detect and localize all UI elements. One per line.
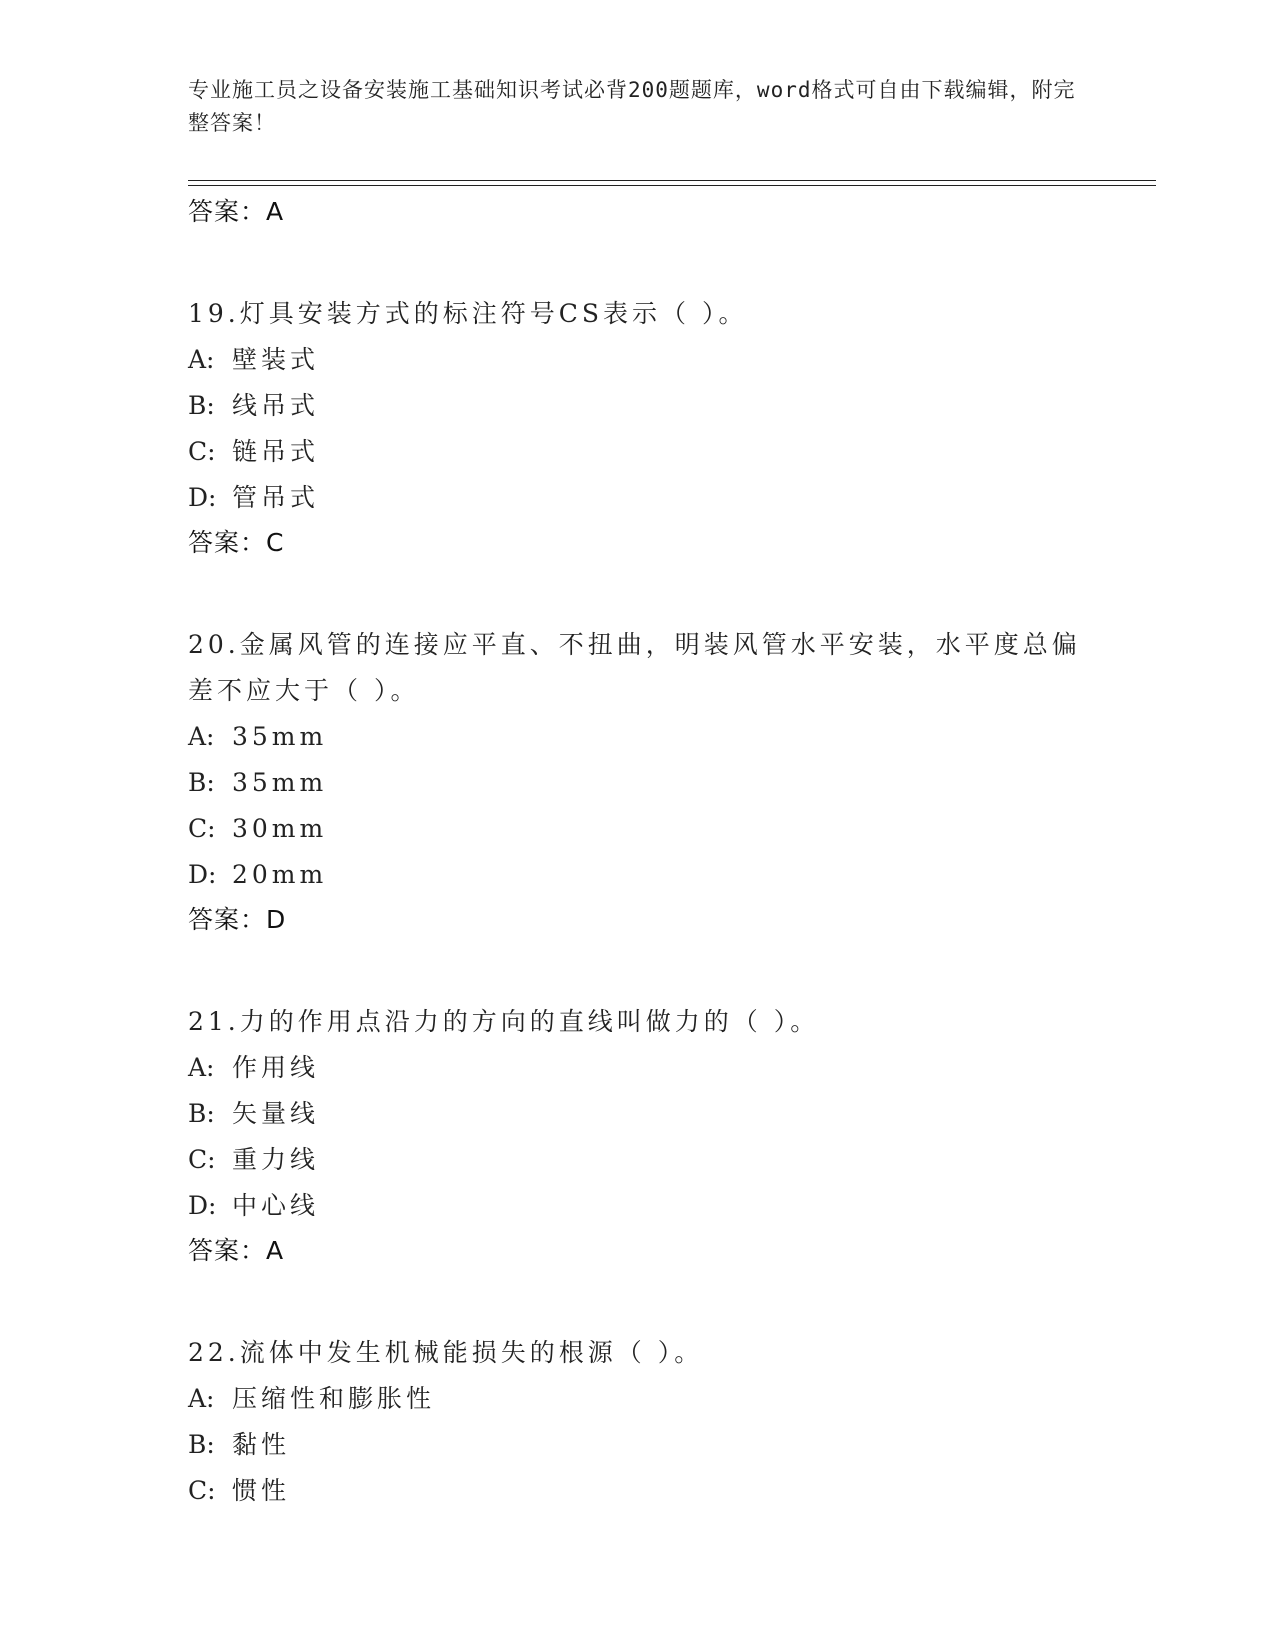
option-text: 35mm xyxy=(232,768,328,797)
option-letter: B: xyxy=(188,768,215,797)
option-text: 作用线 xyxy=(232,1053,320,1082)
option-text: 线吊式 xyxy=(232,391,320,420)
option-text: 重力线 xyxy=(232,1145,320,1174)
question-block xyxy=(188,999,1088,1273)
option-text: 黏性 xyxy=(232,1430,291,1459)
option-text: 中心线 xyxy=(232,1191,320,1220)
option-letter: C: xyxy=(188,1476,216,1505)
option-letter: B: xyxy=(188,1430,215,1459)
option-letter: B: xyxy=(188,391,215,420)
option-text: 20mm xyxy=(232,860,328,889)
option-letter: A: xyxy=(188,1384,215,1413)
option-text: 壁装式 xyxy=(232,345,320,374)
option-c xyxy=(188,806,1088,852)
question-text: 21.力的作用点沿力的方向的直线叫做力的（ ）。 xyxy=(188,1007,820,1036)
answer-line: 答案：C xyxy=(188,528,285,557)
option-d xyxy=(188,475,1088,521)
option-text: 惯性 xyxy=(232,1476,291,1505)
option-c xyxy=(188,429,1088,475)
document-header: 专业施工员之设备安装施工基础知识考试必背200题题库，word格式可自由下载编辑，附完整答案！ xyxy=(188,78,1076,135)
question-text: 22.流体中发生机械能损失的根源（ ）。 xyxy=(188,1338,704,1367)
option-letter: C: xyxy=(188,814,216,843)
answer-line: 答案：A xyxy=(188,197,285,226)
option-letter: B: xyxy=(188,1099,215,1128)
option-letter: A: xyxy=(188,722,215,751)
option-b xyxy=(188,1091,1088,1137)
option-text: 35mm xyxy=(232,722,328,751)
option-c xyxy=(188,1137,1088,1183)
option-c xyxy=(188,1468,1088,1514)
question-text: 19.灯具安装方式的标注符号CS表示（ ）。 xyxy=(188,299,748,328)
option-letter: D: xyxy=(188,860,217,889)
option-letter: D: xyxy=(188,1191,217,1220)
option-b xyxy=(188,1422,1088,1468)
question-block xyxy=(188,1330,1088,1514)
option-a xyxy=(188,714,1088,760)
answer-line: 答案：D xyxy=(188,905,287,934)
option-text: 管吊式 xyxy=(232,483,320,512)
header-divider-top xyxy=(188,180,1156,181)
option-a xyxy=(188,1376,1088,1422)
option-letter: D: xyxy=(188,483,217,512)
option-b xyxy=(188,760,1088,806)
option-a xyxy=(188,1045,1088,1091)
question-text: 20.金属风管的连接应平直、不扭曲，明装风管水平安装，水平度总偏差不应大于（ ）。 xyxy=(188,630,1081,705)
question-block xyxy=(188,622,1088,942)
answer-line: 答案：A xyxy=(188,1236,285,1265)
option-letter: A: xyxy=(188,345,215,374)
option-text: 矢量线 xyxy=(232,1099,320,1128)
option-letter: C: xyxy=(188,1145,216,1174)
option-text: 30mm xyxy=(232,814,328,843)
option-letter: C: xyxy=(188,437,216,466)
option-b xyxy=(188,383,1088,429)
option-letter: A: xyxy=(188,1053,215,1082)
header-divider-bottom xyxy=(188,185,1156,186)
question-list xyxy=(188,190,1088,1514)
option-d xyxy=(188,1183,1088,1229)
option-text: 压缩性和膨胀性 xyxy=(232,1384,436,1413)
question-block xyxy=(188,291,1088,565)
option-d xyxy=(188,852,1088,898)
option-a xyxy=(188,337,1088,383)
option-text: 链吊式 xyxy=(232,437,320,466)
